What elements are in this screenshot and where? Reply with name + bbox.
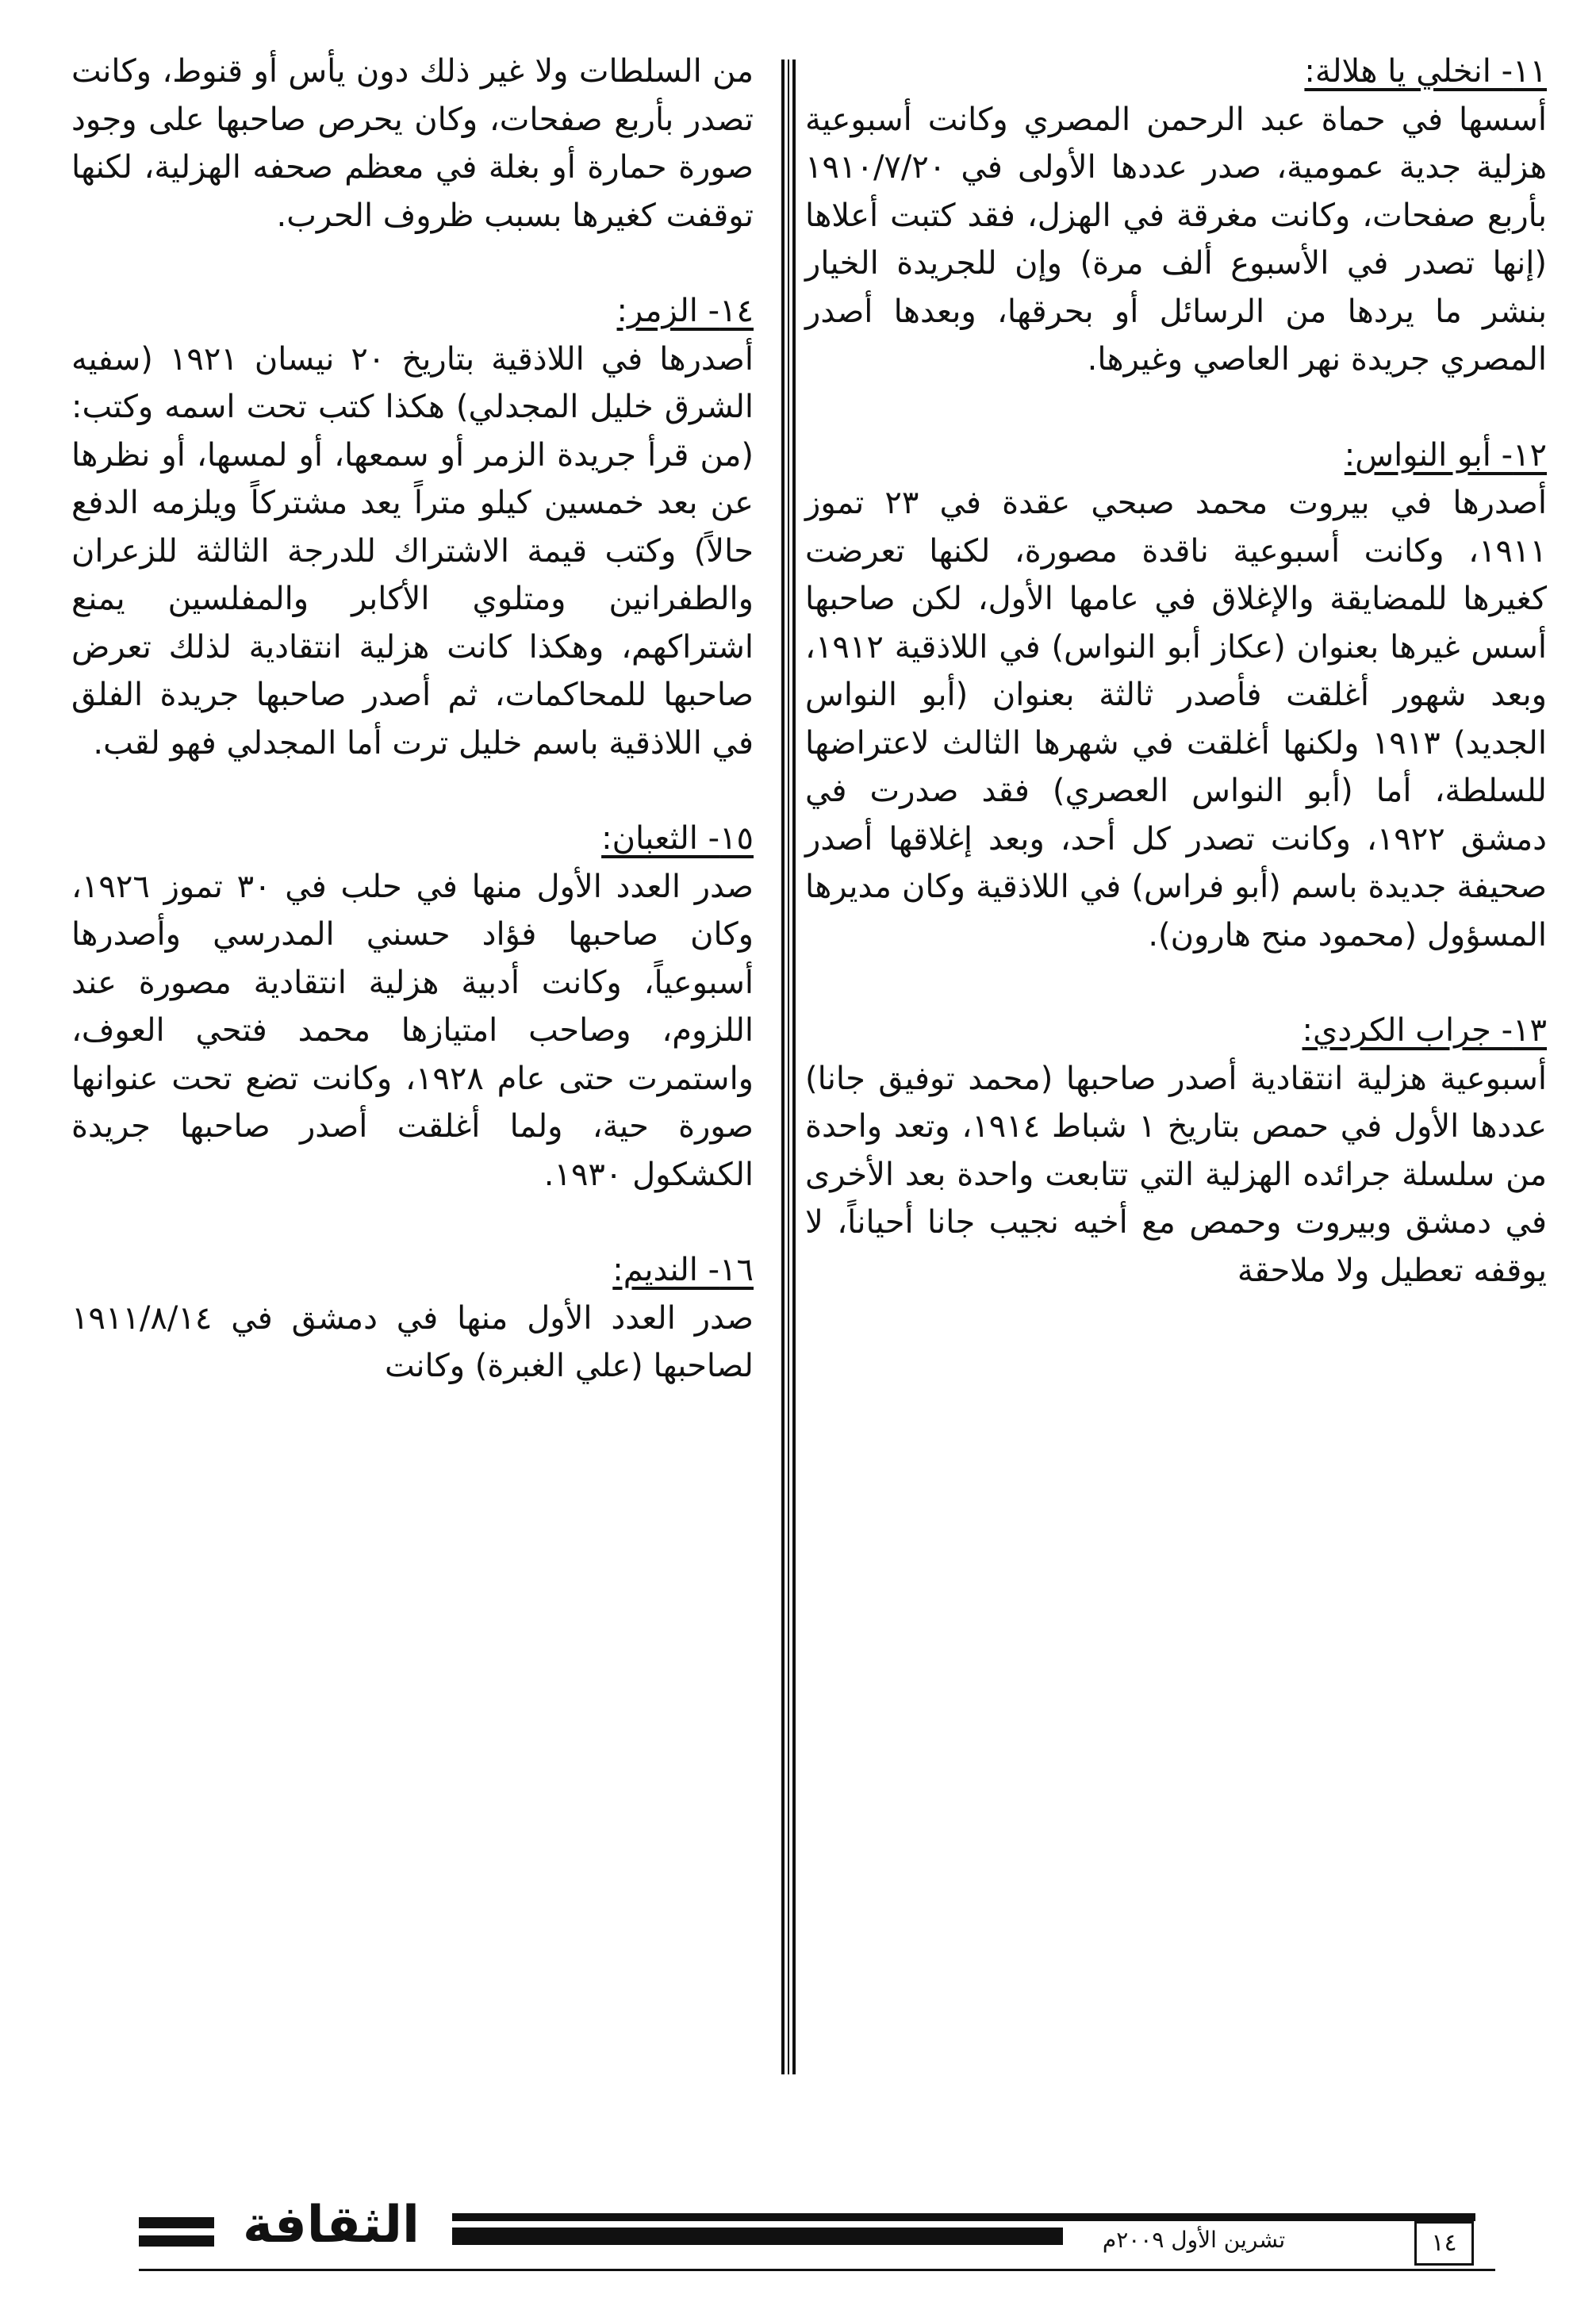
section-heading: ١١- انخلي يا هلالة:	[1304, 53, 1547, 90]
left-column	[71, 48, 754, 1391]
decorative-bar	[452, 2228, 1063, 2245]
page-number: ١٤	[1414, 2221, 1474, 2266]
section-14	[71, 287, 754, 767]
section-body: أصدرها في اللاذقية بتاريخ ٢٠ نيسان ١٩٢١ (سفيه الشرق خليل المجدلي) هكذا كتب تحت اسمه وكتب: (من قرأ جريدة الزمر أو سمعها، أو لمسها، أو نظرها عن بعد خمسين كيلو متراً يعد مشتركاً ويلزمه الدفع حالاً) وكتب قيمة الاشتراك للدرجة الثالثة للزعران والطفرانين ومتلوي الأكابر والمفلسين يمنع اشتراكهم، وهكذا كانت هزلية انتقادية لذلك تعرض صاحبها للمحاكمات، ثم أصدر صاحبها جريدة الفلق في اللاذقية باسم خليل ترت أما المجدلي فهو لقب.	[71, 340, 754, 762]
right-column	[805, 48, 1547, 1295]
section-15	[71, 815, 754, 1199]
magazine-logo: الثقافة	[243, 2196, 420, 2254]
section-11	[805, 48, 1547, 384]
section-16	[71, 1246, 754, 1391]
section-12	[805, 432, 1547, 960]
decorative-bar	[139, 2235, 214, 2247]
section-13	[805, 1007, 1547, 1295]
section-body: أصدرها في بيروت محمد صبحي عقدة في ٢٣ تموز ١٩١١، وكانت أسبوعية ناقدة مصورة، لكنها تعرضت كغيرها للمضايقة والإغلاق في عامها الأول، لكن صاحبها أسس غيرها بعنوان (عكاز أبو النواس) في اللاذقية ١٩١٢، وبعد شهور أغلقت فأصدر ثالثة بعنوان (أبو النواس الجديد) ١٩١٣ ولكنها أغلقت في شهرها الثالث لاعتراضها للسلطة، أما (أبو النواس العصري) فقد صدرت في دمشق ١٩٢٢، وكانت تصدر كل أحد، وبعد إغلاقها أصدر صحيفة جديدة باسم (أبو فراس) في اللاذقية وكان مديرها المسؤول (محمود منح هارون).	[805, 485, 1547, 954]
section-body: أسسها في حماة عبد الرحمن المصري وكانت أسبوعية هزلية جدية عمومية، صدر عددها الأولى في ١٩١٠/٧/٢٠ بأربع صفحات، وكانت مغرقة في الهزل، فقد كتبت أعلاها (إنها تصدر في الأسبوع ألف مرة) وإن للجريدة الخيار بنشر ما يردها من الرسائل أو بحرقها، وبعدها أصدر المصري جريدة نهر العاصي وغيرها.	[805, 101, 1547, 378]
decorative-bar	[452, 2213, 1475, 2221]
section-heading: ١٥- الثعبان:	[601, 820, 754, 857]
decorative-bar	[139, 2217, 214, 2228]
section-body: صدر العدد الأول منها في حلب في ٣٠ تموز ١٩٢٦، وكان صاحبها فؤاد حسني المدرسي وأصدرها أسبوعياً، وكانت أدبية هزلية انتقادية مصورة عند اللزوم، وصاحب امتيازها محمد فتحي العوف، واستمرت حتى عام ١٩٢٨، وكانت تضع تحت عنوانها صورة حية، ولما أغلقت أصدر صاحبها جريدة الكشكول ١٩٣٠.	[71, 868, 754, 1193]
section-heading: ١٢- أبو النواس:	[1344, 436, 1547, 474]
issue-date: تشرين الأول ٢٠٠٩م	[1102, 2227, 1286, 2253]
footer-rule	[139, 2269, 1495, 2271]
section-body: أسبوعية هزلية انتقادية أصدر صاحبها (محمد توفيق جانا) عددها الأول في حمص بتاريخ ١ شباط ١٩١٤، وتعد واحدة من سلسلة جرائده الهزلية التي تتابعت واحدة بعد الأخرى في دمشق وبيروت وحمص مع أخيه نجيب جانا أحياناً، لا يوقفه تعطيل ولا ملاحقة	[805, 1060, 1547, 1289]
section-heading: ١٤- الزمر:	[616, 293, 754, 329]
page-footer	[139, 2189, 1495, 2269]
section-heading: ١٦- النديم:	[612, 1252, 754, 1288]
section-body: صدر العدد الأول منها في دمشق في ١٩١١/٨/١٤ لصاحبها (علي الغبرة) وكانت	[71, 1299, 754, 1384]
continuation-text: من السلطات ولا غير ذلك دون يأس أو قنوط، وكانت تصدر بأربع صفحات، وكان يحرص صاحبها على وجود صورة حمارة أو بغلة في معظم صحفه الهزلية، لكنها توقفت كغيرها بسبب ظروف الحرب.	[71, 53, 754, 234]
column-divider	[781, 59, 796, 2074]
section-heading: ١٣- جراب الكردي:	[1302, 1012, 1547, 1049]
